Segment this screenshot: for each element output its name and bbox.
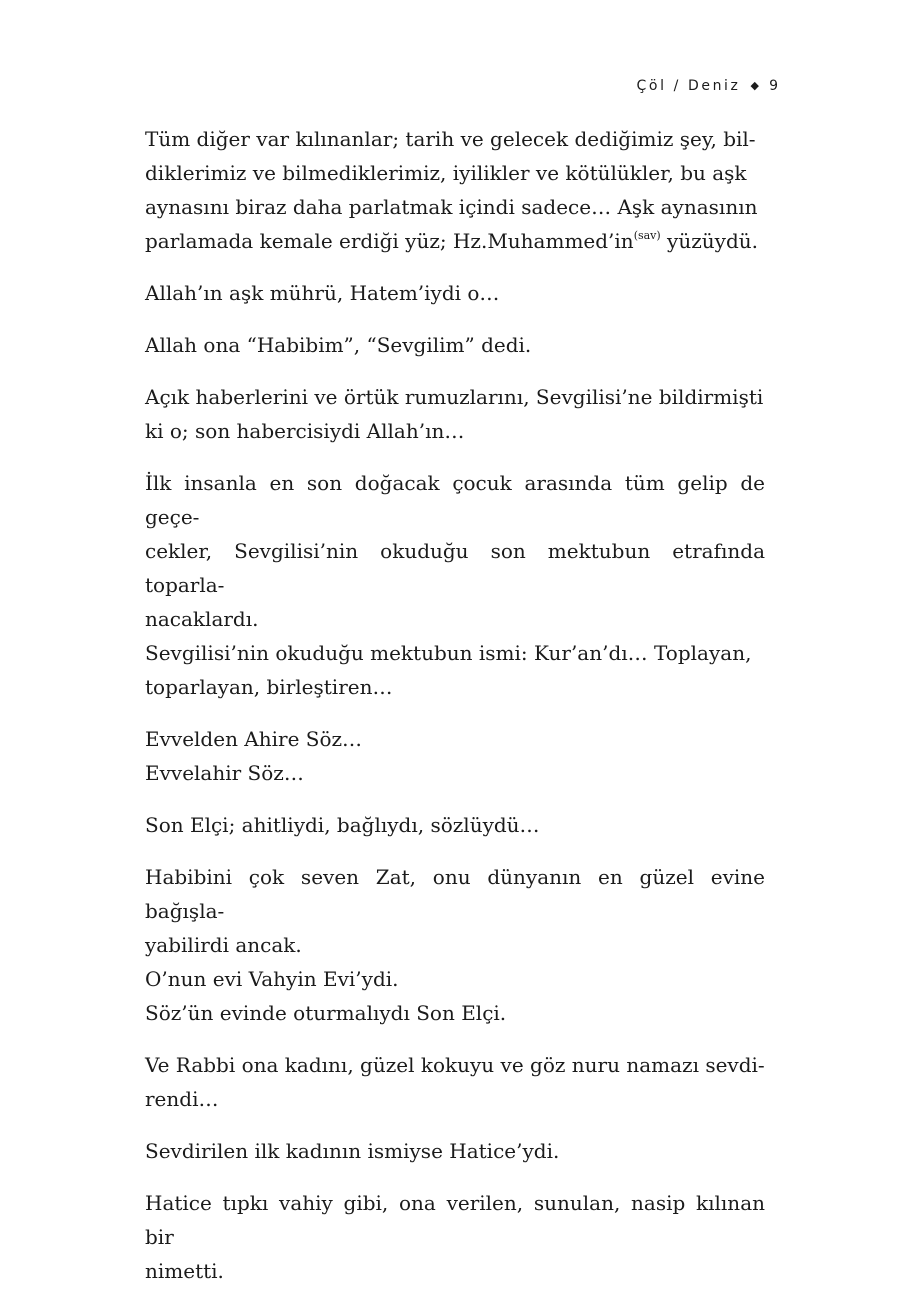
paragraph-15-line-2: nimetti. [145, 1259, 224, 1283]
paragraph-2: Allah’ın aşk mührü, Hatem’iydi o… [145, 281, 500, 305]
body-text [145, 122, 765, 1288]
paragraph-1 [145, 122, 765, 258]
paragraph-14: Sevdirilen ilk kadının ismiyse Hatice’ydi. [145, 1139, 560, 1163]
paragraph-5-line-3: nacaklardı. [145, 607, 259, 631]
paragraph-11: O’nun evi Vahyin Evi’ydi. [145, 967, 399, 991]
paragraph-5-line-2: cekler, Sevgilisi’nin okuduğu son mektubun etrafında toparla- [145, 539, 765, 597]
paragraph-4-line-1: Açık haberlerini ve örtük rumuzlarını, Sevgilisi’ne bildirmişti [145, 385, 764, 409]
paragraph-8: Evvelahir Söz… [145, 761, 304, 785]
paragraph-3: Allah ona “Habibim”, “Sevgilim” dedi. [145, 333, 532, 357]
sav-superscript: (sav) [633, 229, 661, 242]
paragraph-6 [145, 636, 765, 704]
paragraph-1-line-1: Tüm diğer var kılınanlar; tarih ve gelecek dediğimiz şey, bil- [145, 127, 756, 151]
paragraph-13-line-2: rendi… [145, 1087, 219, 1111]
diamond-separator-icon: ◆ [750, 79, 760, 92]
paragraph-15-line-1: Hatice tıpkı vahiy gibi, ona verilen, sunulan, nasip kılınan bir [145, 1191, 765, 1249]
paragraph-6-line-1: Sevgilisi’nin okuduğu mektubun ismi: Kur’an’dı… Toplayan, [145, 641, 752, 665]
paragraph-1-line-2: diklerimiz ve bilmediklerimiz, iyilikler ve kötülükler, bu aşk [145, 161, 747, 185]
paragraph-13 [145, 1048, 765, 1116]
paragraph-10 [145, 860, 765, 962]
paragraph-13-line-1: Ve Rabbi ona kadını, güzel kokuyu ve göz nuru namazı sevdi- [145, 1053, 765, 1077]
paragraph-4 [145, 380, 765, 448]
paragraph-12: Söz’ün evinde oturmalıydı Son Elçi. [145, 1001, 507, 1025]
running-title: Çöl / Deniz [636, 78, 741, 94]
paragraph-5-line-1: İlk insanla en son doğacak çocuk arasında tüm gelip de geçe- [145, 471, 765, 529]
paragraph-1-line-4b: yüzüydü. [660, 229, 758, 253]
paragraph-1-line-4a: parlamada kemale erdiği yüz; Hz.Muhammed’in [145, 229, 634, 253]
page-number: 9 [769, 78, 778, 94]
paragraph-4-line-2: ki o; son habercisiydi Allah’ın… [145, 419, 465, 443]
paragraph-6-line-2: toparlayan, birleştiren… [145, 675, 393, 699]
paragraph-15 [145, 1186, 765, 1288]
paragraph-10-line-2: yabilirdi ancak. [145, 933, 302, 957]
paragraph-1-line-3: aynasını biraz daha parlatmak içindi sadece… Aşk aynasının [145, 195, 758, 219]
running-header [637, 78, 778, 94]
paragraph-9: Son Elçi; ahitliydi, bağlıydı, sözlüydü… [145, 813, 540, 837]
paragraph-7: Evvelden Ahire Söz… [145, 727, 363, 751]
paragraph-5 [145, 466, 765, 636]
paragraph-10-line-1: Habibini çok seven Zat, onu dünyanın en güzel evine bağışla- [145, 865, 765, 923]
